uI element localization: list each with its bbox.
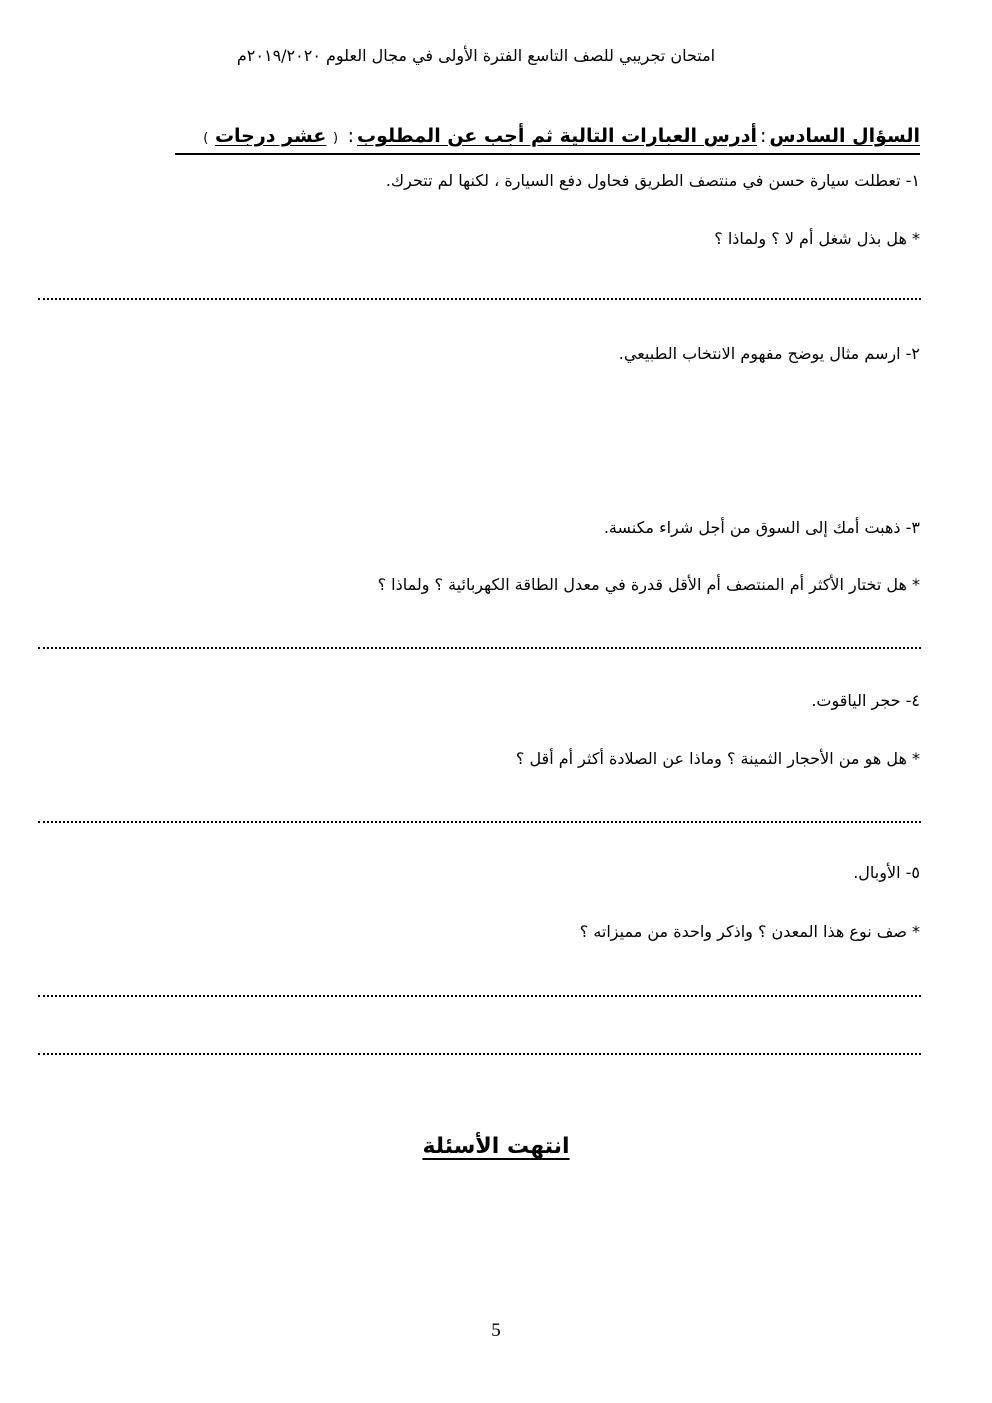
question-colon: : [760,125,767,147]
answer-line-4[interactable] [38,815,921,823]
instruction-colon: : [347,125,355,147]
answer-line-1[interactable] [38,292,921,300]
item-2-statement: ٢- ارسم مثال يوضح مفهوم الانتخاب الطبيعي. [618,344,920,363]
title-rule [175,153,920,155]
item-3-statement: ٣- ذهبت أمك إلى السوق من أجل شراء مكنسة. [603,518,920,537]
end-text: انتهت الأسئلة [422,1134,570,1159]
exam-header: امتحان تجريبي للصف التاسع الفترة الأولى في مجال العلوم ٢٠١٩/٢٠٢٠م [236,46,716,65]
answer-line-5b[interactable] [38,1047,921,1055]
question-label: السؤال السادس [769,125,920,147]
item-3-prompt: * هل تختار الأكثر أم المنتصف أم الأقل قدرة في معدل الطاقة الكهربائية ؟ ولماذا ؟ [377,575,920,594]
item-4-prompt: * هل هو من الأحجار الثمينة ؟ وماذا عن الصلادة أكثر أم أقل ؟ [515,749,920,768]
question-points: عشر درجات [214,125,327,147]
answer-line-3[interactable] [38,641,921,649]
question-instruction: أدرس العبارات التالية ثم أجب عن المطلوب [357,125,757,147]
points-open-paren: ( [332,131,339,146]
question-title [203,122,920,153]
item-5-prompt: * صف نوع هذا المعدن ؟ واذكر واحدة من مميزاته ؟ [579,922,920,941]
page-number: 5 [491,1320,501,1341]
item-5-statement: ٥- الأوبال. [853,863,920,882]
item-1-statement: ١- تعطلت سيارة حسن في منتصف الطريق فحاول دفع السيارة ، لكنها لم تتحرك. [385,171,920,190]
answer-line-5a[interactable] [38,989,921,997]
points-close-paren: ) [203,131,209,146]
end-of-questions [0,1134,992,1159]
item-4-statement: ٤- حجر الياقوت. [811,691,920,710]
item-1-prompt: * هل بذل شغل أم لا ؟ ولماذا ؟ [714,229,920,248]
